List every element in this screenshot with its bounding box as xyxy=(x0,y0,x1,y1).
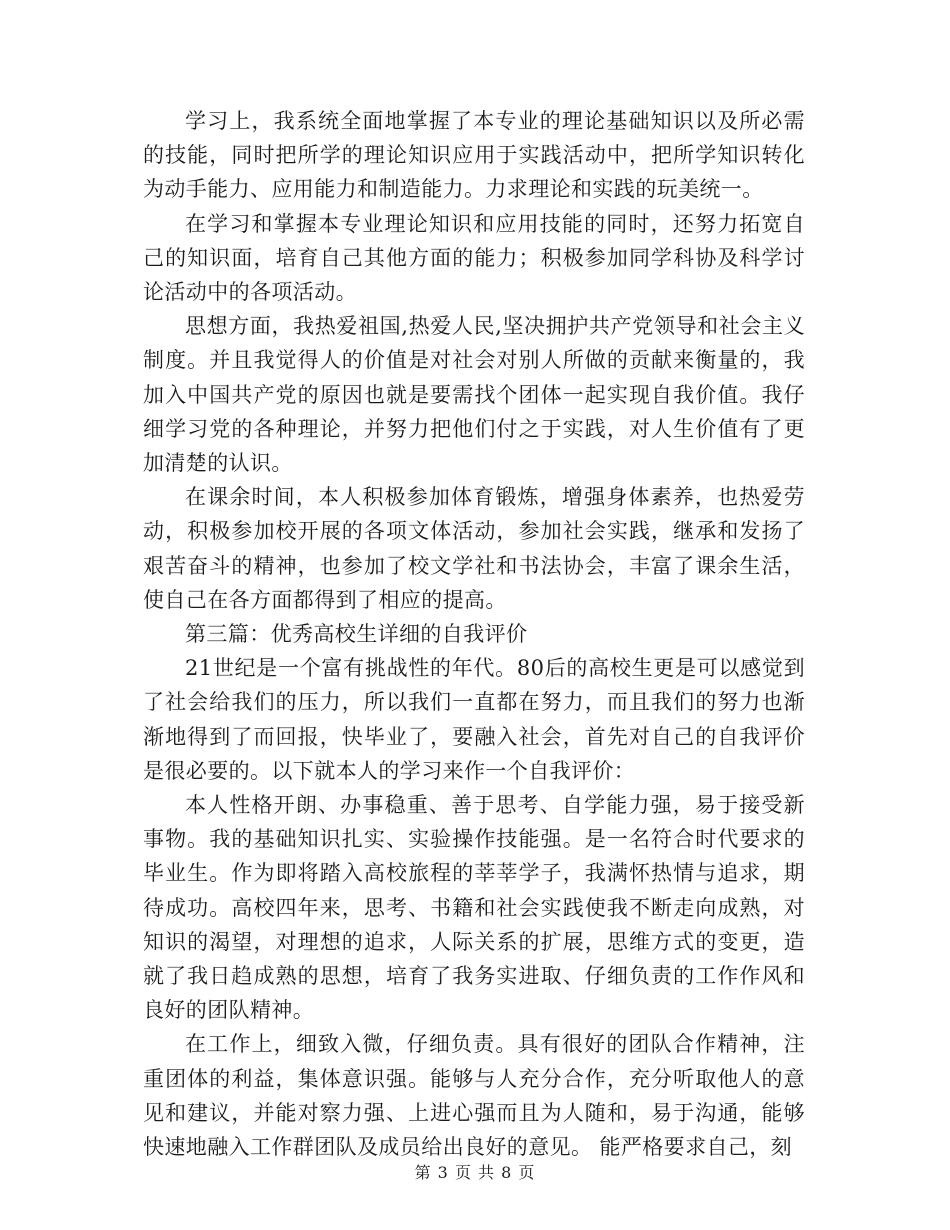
paragraph-intro: 21世纪是一个富有挑战性的年代。80后的高校生更是可以感觉到了社会给我们的压力，所以我们一直都在努力，而且我们的努力也渐渐地得到了而回报，快毕业了，要融入社会，首先对自己的自我评价是很必要的。以下就本人的学习来作一个自我评价： xyxy=(143,656,805,783)
paragraph-work: 在工作上，细致入微，仔细负责。具有很好的团队合作精神，注重团体的利益，集体意识强。能够与人充分合作，充分听取他人的意见和建议，并能对察力强、上进心强而且为人随和，易于沟通，能够快速地融入工作群团队及成员给出良好的意见。 能严格要求自己，刻 xyxy=(143,1032,805,1160)
paragraph-personality: 本人性格开朗、办事稳重、善于思考、自学能力强，易于接受新事物。我的基础知识扎实、实验操作技能强。是一名符合时代要求的毕业生。作为即将踏入高校旅程的莘莘学子，我满怀热情与追求，期待成功。高校四年来，思考、书籍和社会实践使我不断走向成熟，对知识的渴望，对理想的追求，人际关系的扩展，思维方式的变更，造就了我日趋成熟的思想，培育了我务实进取、仔细负责的工作作风和良好的团队精神。 xyxy=(143,793,805,1023)
document-body xyxy=(143,104,805,1164)
paragraph-ideology: 思想方面，我热爱祖国,热爱人民,坚决拥护共产党领导和社会主义制度。并且我觉得人的价值是对社会对别人所做的贡献来衡量的，我加入中国共产党的原因也就是要需找个团体一起实现自我价值。我仔细学习党的各种理论，并努力把他们付之于实践，对人生价值有了更加清楚的认识。 xyxy=(143,314,805,476)
section-heading: 第三篇：优秀高校生详细的自我评价 xyxy=(185,622,528,647)
page-number-footer: 第 3 页 共 8 页 xyxy=(414,1163,536,1182)
paragraph-study: 学习上，我系统全面地掌握了本专业的理论基础知识以及所必需的技能，同时把所学的理论知识应用于实践活动中，把所学知识转化为动手能力、应用能力和制造能力。力求理论和实践的玩美统一。 xyxy=(143,109,805,202)
paragraph-knowledge: 在学习和掌握本专业理论知识和应用技能的同时，还努力拓宽自己的知识面，培育自己其他方面的能力；积极参加同学科协及科学讨论活动中的各项活动。 xyxy=(143,211,805,305)
paragraph-extracurricular: 在课余时间，本人积极参加体育锻炼，增强身体素养，也热爱劳动，积极参加校开展的各项文体活动，参加社会实践，继承和发扬了艰苦奋斗的精神，也参加了校文学社和书法协会，丰富了课余生活，使自己在各方面都得到了相应的提高。 xyxy=(143,485,805,612)
